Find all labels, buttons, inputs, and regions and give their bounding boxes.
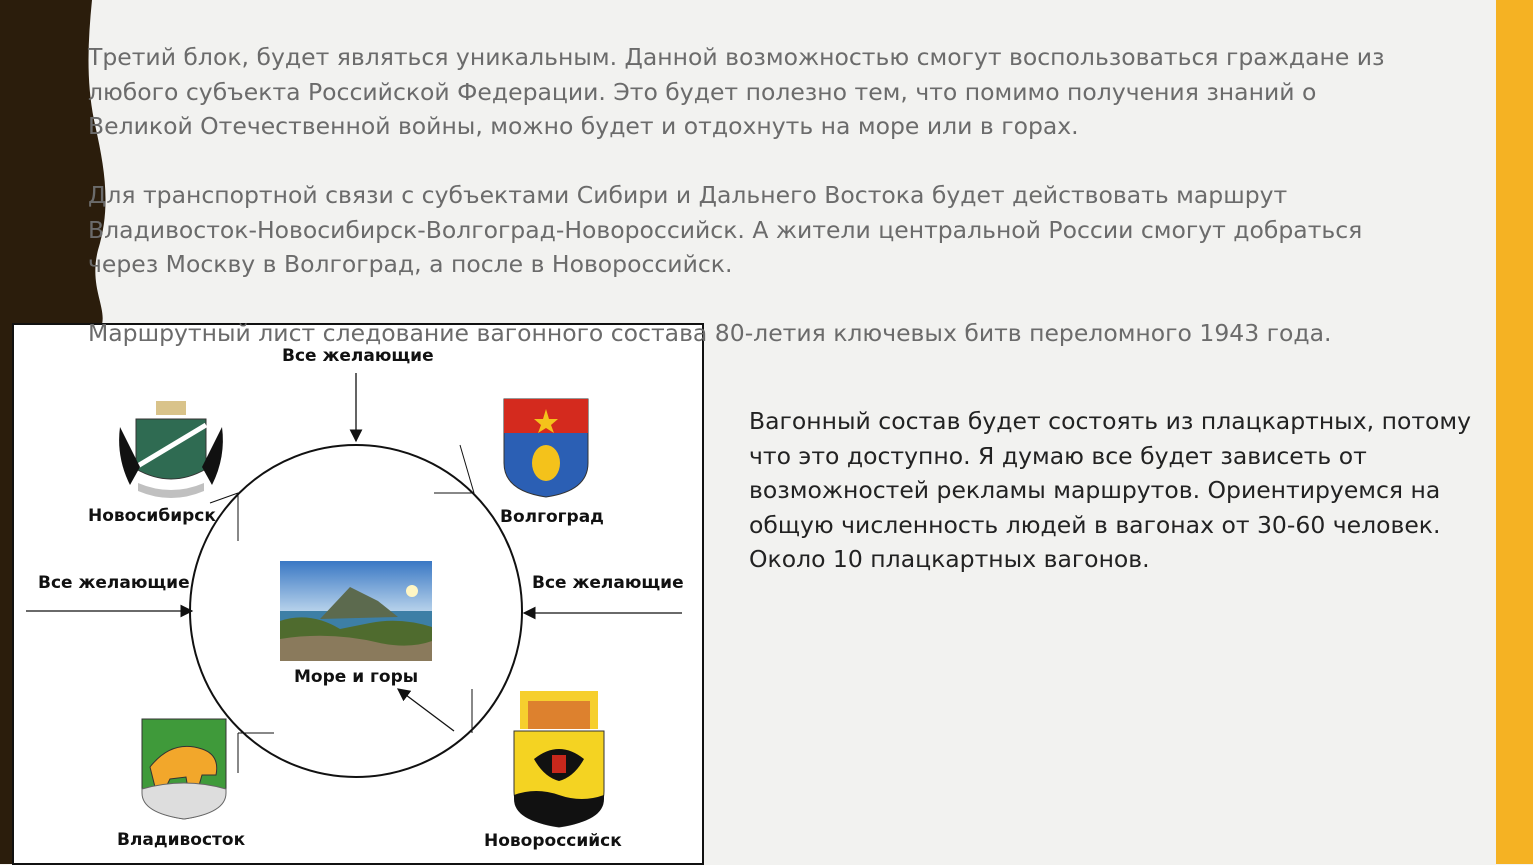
right-accent-band — [1496, 0, 1533, 864]
right-label: Все желающие — [532, 573, 684, 593]
left-label: Все желающие — [38, 573, 190, 593]
wagon-description: Вагонный состав будет состоять из плацкартных, потому что это доступно. Я думаю все будет зависеть от возможностей рекламы маршрутов. Ориентируемся на общую численность людей в вагонах от 30-60 человек. Около 10 плацкартных вагонов. — [749, 407, 1472, 573]
center-arrow — [398, 689, 454, 731]
route-sheet-caption: Маршрутный лист следование вагонного состава 80-летия ключевых битв переломного 1943 года. — [88, 319, 1332, 347]
transport-paragraph: Для транспортной связи с субъектами Сибири и Дальнего Востока будет действовать маршрут Владивосток-Новосибирск-Волгоград-Новороссийск. А жители центральной России смогут добраться через Москву в Волгоград, а после в Новороссийск. — [88, 181, 1363, 278]
sea-and-mountains-photo — [280, 561, 432, 661]
novosibirsk-coat-of-arms — [119, 401, 223, 498]
center-label: Море и горы — [294, 667, 419, 687]
top-label: Все желающие — [282, 346, 434, 366]
vladivostok-coat-of-arms — [142, 719, 226, 819]
intro-paragraph: Третий блок, будет являться уникальным. Данной возможностью смогут воспользоваться граждане из любого субъекта Российской Федерации. Это будет полезно тем, что помимо получения знаний о Великой Отечественной войны, можно будет и отдохнуть на море или в горах. — [88, 43, 1385, 140]
route-diagram — [12, 323, 704, 865]
novorossiysk-coat-of-arms — [514, 691, 604, 827]
city-volgograd: Волгоград — [500, 507, 604, 527]
city-novosibirsk: Новосибирск — [88, 506, 216, 526]
city-novorossiysk: Новороссийск — [484, 831, 622, 851]
volgograd-coat-of-arms — [504, 399, 588, 497]
city-vladivostok: Владивосток — [117, 830, 246, 850]
